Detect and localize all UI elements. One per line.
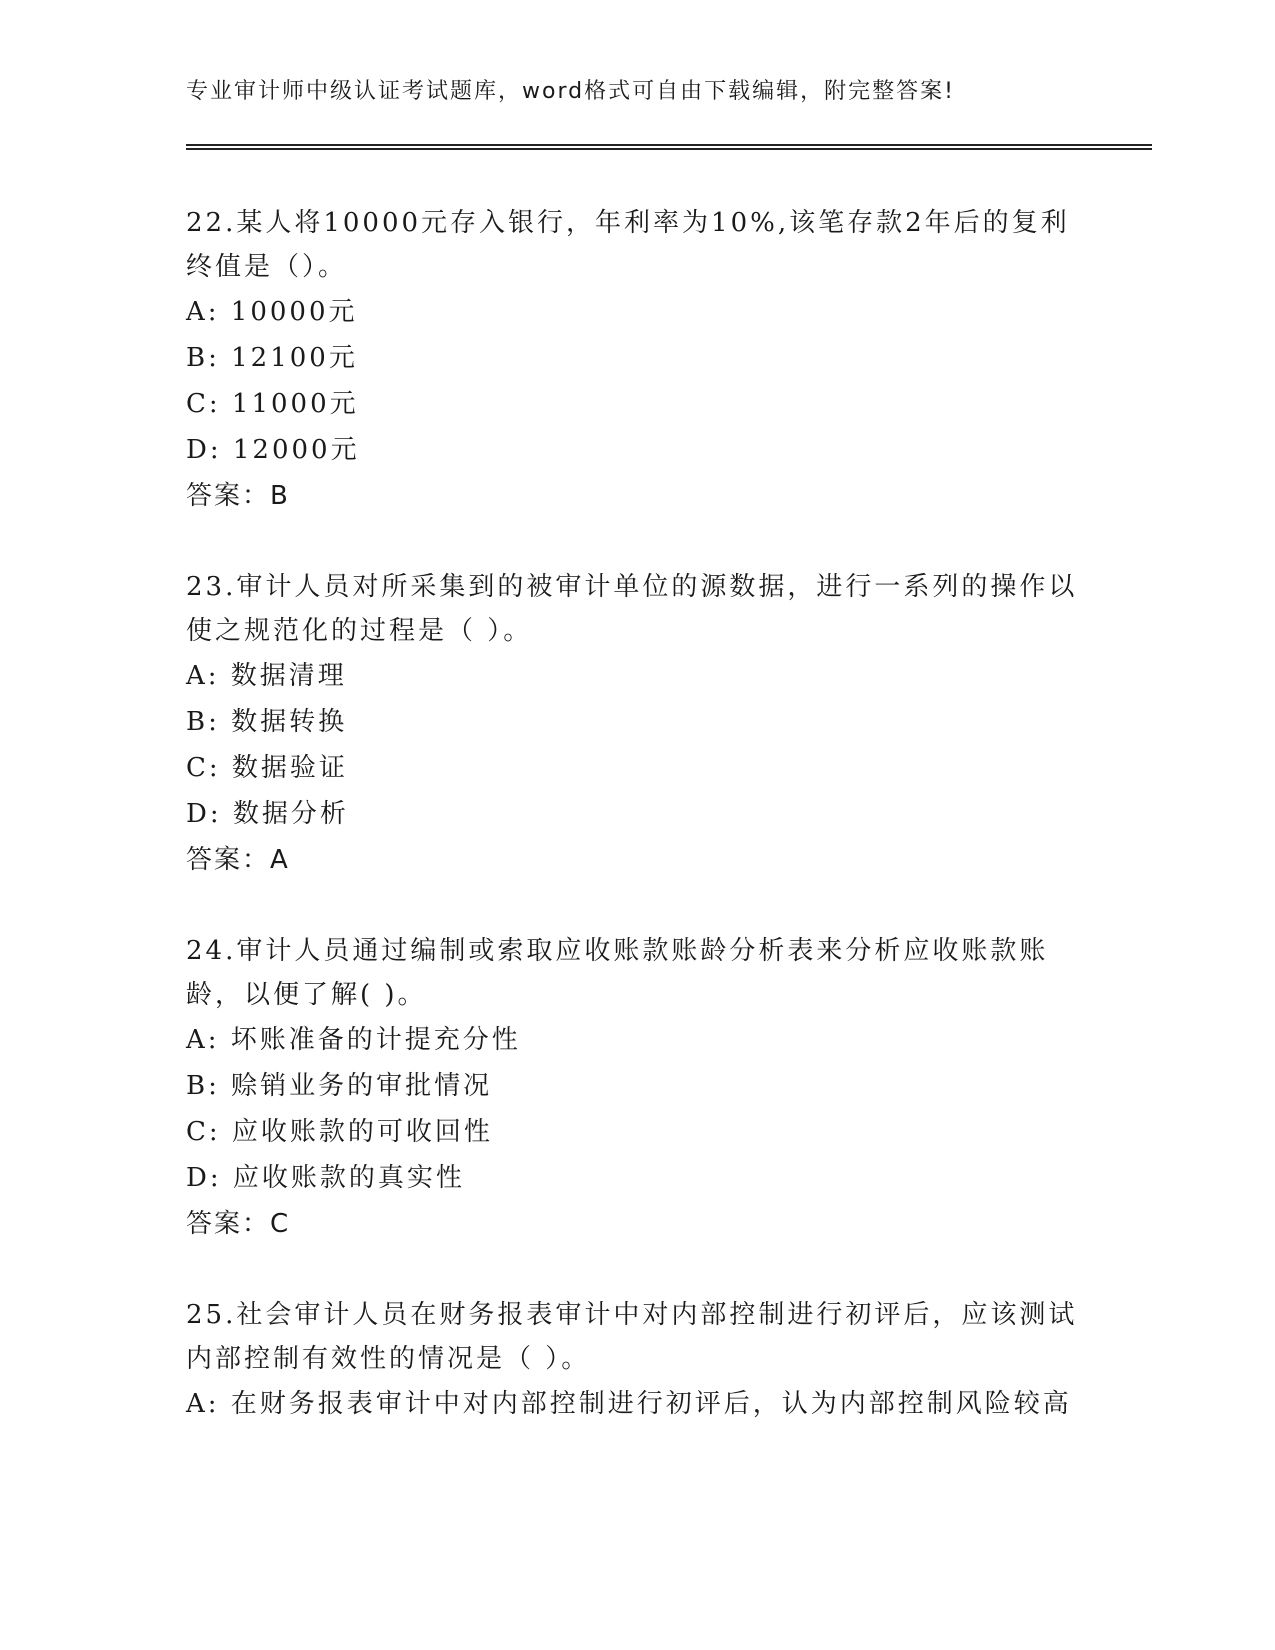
question-23 <box>186 565 1086 883</box>
option-a: A: 坏账准备的计提充分性 <box>186 1025 521 1055</box>
option-a: A: 10000元 <box>186 297 358 327</box>
question-stem: 25.社会审计人员在财务报表审计中对内部控制进行初评后，应该测试内部控制有效性的情况是（ ）。 <box>186 1300 1078 1374</box>
answer: 答案：C <box>186 1209 291 1239</box>
answer: 答案：A <box>186 845 290 875</box>
option-b: B: 赊销业务的审批情况 <box>186 1071 493 1101</box>
question-stem: 23.审计人员对所采集到的被审计单位的源数据，进行一系列的操作以使之规范化的过程是（ ）。 <box>186 572 1078 646</box>
option-b: B: 12100元 <box>186 343 358 373</box>
option-c: C: 应收账款的可收回性 <box>186 1117 493 1147</box>
option-a: A: 数据清理 <box>186 661 347 691</box>
answer: 答案：B <box>186 481 290 511</box>
option-d: D: 数据分析 <box>186 799 349 829</box>
option-a: A: 在财务报表审计中对内部控制进行初评后，认为内部控制风险较高 <box>186 1389 1072 1419</box>
question-stem: 24.审计人员通过编制或索取应收账款账龄分析表来分析应收账款账龄，以便了解( )。 <box>186 936 1049 1010</box>
option-c: C: 11000元 <box>186 389 359 419</box>
option-c: C: 数据验证 <box>186 753 348 783</box>
option-d: D: 应收账款的真实性 <box>186 1163 465 1193</box>
question-stem: 22.某人将10000元存入银行，年利率为10%,该笔存款2年后的复利终值是（）。 <box>186 208 1070 282</box>
question-22 <box>186 201 1086 519</box>
header-rule-top <box>186 144 1152 146</box>
question-25 <box>186 1293 1086 1427</box>
header-rule-bottom <box>186 148 1152 150</box>
option-d: D: 12000元 <box>186 435 360 465</box>
option-b: B: 数据转换 <box>186 707 348 737</box>
page-header: 专业审计师中级认证考试题库，word格式可自由下载编辑，附完整答案! <box>186 79 955 104</box>
question-24 <box>186 929 1086 1247</box>
